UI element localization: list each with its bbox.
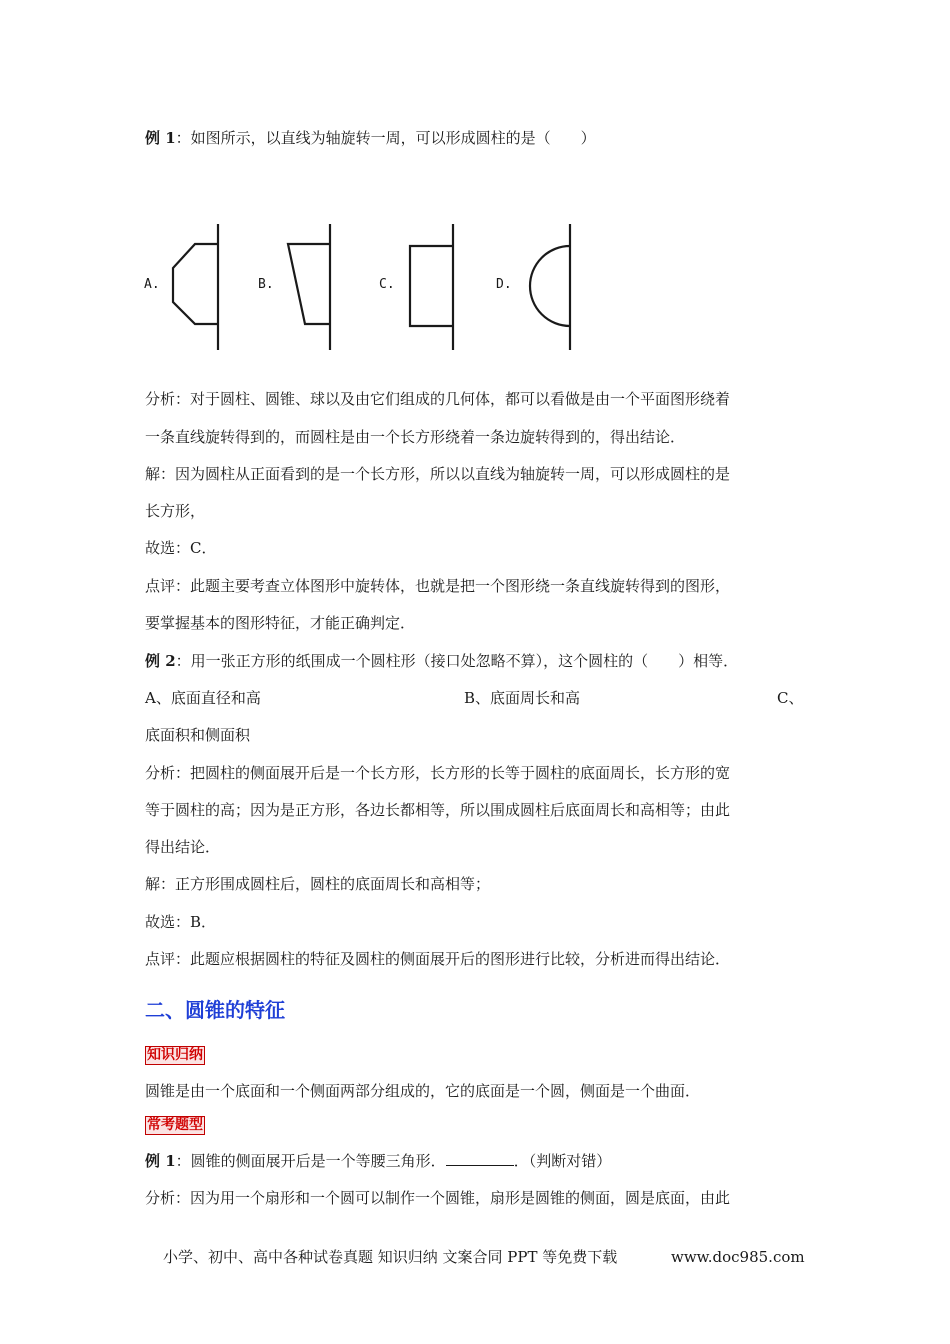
example2-solution: 解：正方形围成圆柱后，圆柱的底面周长和高相等；	[145, 875, 491, 893]
option-a-shape	[173, 224, 218, 350]
example1-analysis-1: 分析：对于圆柱、圆锥、球以及由它们组成的几何体，都可以看做是由一个平面图形绕着	[145, 390, 731, 408]
section2-example1-label: 例 1	[145, 1152, 176, 1170]
example2-option-c-end: 底面积和侧面积	[145, 726, 251, 744]
example1-comment-1: 点评：此题主要考查立体图形中旋转体，也就是把一个图形绕一条直线旋转得到的图形，	[145, 577, 731, 595]
option-a-label: A.	[144, 277, 160, 292]
answer-blank	[446, 1151, 514, 1166]
example1-analysis-2: 一条直线旋转得到的，而圆柱是由一个长方形绕着一条边旋转得到的，得出结论．	[145, 428, 686, 446]
option-b-label: B.	[258, 277, 274, 292]
option-d-shape	[530, 224, 570, 350]
example2-label: 例 2	[145, 652, 176, 670]
knowledge-text: 圆锥是由一个底面和一个侧面两部分组成的，它的底面是一个圆，侧面是一个曲面．	[145, 1082, 701, 1100]
example1-solution-1: 解：因为圆柱从正面看到的是一个长方形，所以以直线为轴旋转一周，可以形成圆柱的是	[145, 465, 731, 483]
example2-option-a: A、底面直径和高	[145, 689, 261, 707]
option-d-label: D.	[496, 277, 512, 292]
footer-url[interactable]: www.doc985.com	[671, 1248, 805, 1266]
example2-option-b: B、底面周长和高	[464, 689, 581, 707]
example1-answer: 故选：C．	[145, 539, 217, 557]
example1-solution-2: 长方形，	[145, 502, 206, 520]
example2-analysis-3: 得出结论．	[145, 838, 221, 856]
rotation-options-figure	[140, 218, 580, 356]
option-b-shape	[288, 224, 330, 350]
example2-comment: 点评：此题应根据圆柱的特征及圆柱的侧面展开后的图形进行比较，分析进而得出结论．	[145, 950, 731, 968]
section-title: 二、圆锥的特征	[145, 998, 285, 1022]
footer-text: 小学、初中、高中各种试卷真题 知识归纳 文案合同 PPT 等免费下载	[163, 1248, 618, 1266]
option-c-shape	[410, 224, 453, 350]
knowledge-tag: 知识归纳	[147, 1047, 203, 1063]
example2-option-c-start: C、	[777, 689, 804, 707]
example2-question: 例 2：用一张正方形的纸围成一个圆柱形（接口处忽略不算），这个圆柱的（ ）相等．	[145, 652, 739, 670]
section2-example1-question: 例 1：圆锥的侧面展开后是一个等腰三角形． ．（判断对错）	[145, 1152, 612, 1170]
example1-comment-2: 要掌握基本的图形特征，才能正确判定．	[145, 614, 416, 632]
example1-question: 例 1：如图所示，以直线为轴旋转一周，可以形成圆柱的是（ ）	[145, 129, 596, 147]
example2-analysis-1: 分析：把圆柱的侧面展开后是一个长方形，长方形的长等于圆柱的底面周长，长方形的宽	[145, 764, 731, 782]
common-question-tag: 常考题型	[147, 1117, 203, 1133]
example2-analysis-2: 等于圆柱的高；因为是正方形，各边长都相等，所以围成圆柱后底面周长和高相等；由此	[145, 801, 731, 819]
example1-label: 例 1	[145, 129, 176, 147]
section2-example1-analysis: 分析：因为用一个扇形和一个圆可以制作一个圆锥，扇形是圆锥的侧面，圆是底面，由此	[145, 1189, 731, 1207]
option-c-label: C.	[379, 277, 395, 292]
example2-answer: 故选：B．	[145, 913, 217, 931]
